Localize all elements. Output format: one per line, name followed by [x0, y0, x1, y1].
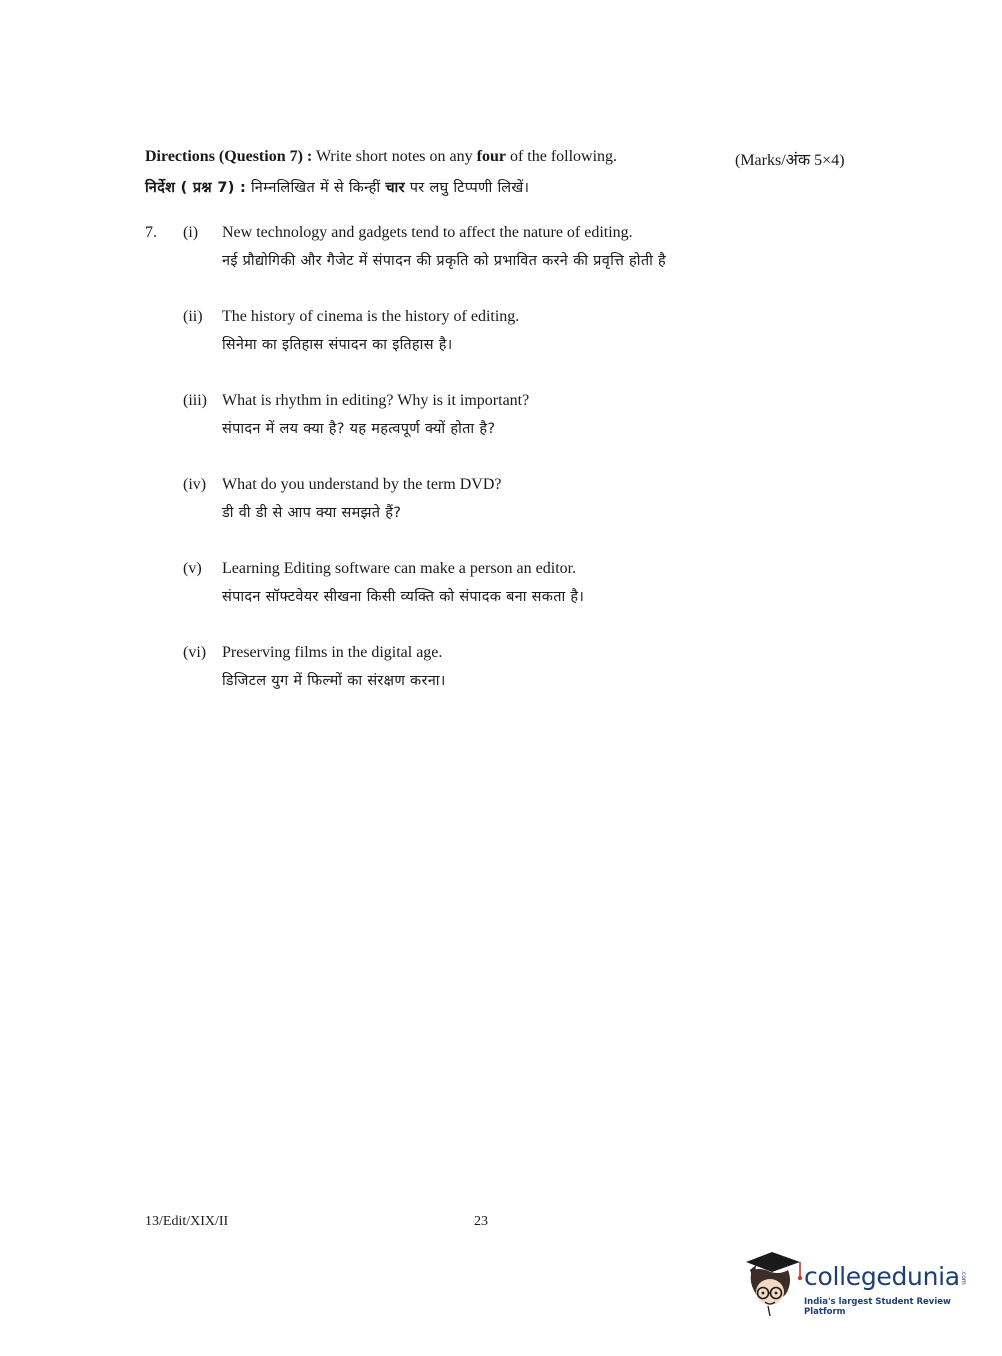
collegedunia-logo [742, 1248, 972, 1318]
question-number: 7. [145, 224, 157, 241]
directions-en-text-post: of the following. [509, 148, 618, 165]
item-number: (v) [183, 560, 202, 577]
directions-hi-label: निर्देश ( प्रश्न 7) : [145, 180, 247, 196]
directions-hi-text-pre: निम्नलिखित में से किन्हीं [251, 180, 381, 196]
item-number: (iv) [183, 476, 207, 493]
page-number: 23 [474, 1214, 488, 1229]
item-number: (i) [183, 224, 199, 241]
item-text-en: The history of cinema is the history of editing. [222, 308, 520, 325]
directions-hi-bold: चार [385, 180, 405, 196]
footer-code: 13/Edit/XIX/II [145, 1214, 229, 1229]
item-text-en: Learning Editing software can make a person an editor. [222, 560, 577, 577]
student-mascot-icon [742, 1248, 804, 1318]
logo-domain: .com [960, 1270, 967, 1285]
item-text-hi: संपादन सॉफ्टवेयर सीखना किसी व्यक्ति को संपादक बना सकता है। [222, 589, 585, 605]
item-text-en: What do you understand by the term DVD? [222, 476, 502, 493]
item-text-hi: डी वी डी से आप क्या समझते हैं? [222, 505, 402, 521]
item-number: (iii) [183, 392, 207, 409]
item-number: (ii) [183, 308, 203, 325]
marks-label: (Marks/अंक 5×4) [735, 152, 845, 169]
item-text-hi: नई प्रौद्योगिकी और गैजेट में संपादन की प्रकृति को प्रभावित करने की प्रवृत्ति होती है [222, 253, 667, 269]
directions-en-text-pre: Write short notes on any [315, 148, 473, 165]
item-text-en: New technology and gadgets tend to affect the nature of editing. [222, 224, 633, 241]
logo-tagline: India's largest Student Review Platform [804, 1297, 951, 1317]
item-number: (vi) [183, 644, 207, 661]
item-text-hi: सिनेमा का इतिहास संपादन का इतिहास है। [222, 337, 453, 353]
directions-en-label: Directions (Question 7) : [145, 148, 313, 165]
directions-hi-text-post: पर लघु टिप्पणी लिखें। [409, 180, 530, 196]
item-text-en: Preserving films in the digital age. [222, 644, 443, 661]
directions-en-bold: four [476, 148, 506, 165]
directions-hi [145, 177, 529, 197]
item-text-hi: डिजिटल युग में फिल्मों का संरक्षण करना। [222, 673, 446, 689]
item-text-hi: संपादन में लय क्या है? यह महत्वपूर्ण क्यों होता है? [222, 421, 496, 437]
logo-wordmark: collegedunia [804, 1262, 960, 1291]
directions-en [145, 148, 617, 166]
item-text-en: What is rhythm in editing? Why is it important? [222, 392, 530, 409]
